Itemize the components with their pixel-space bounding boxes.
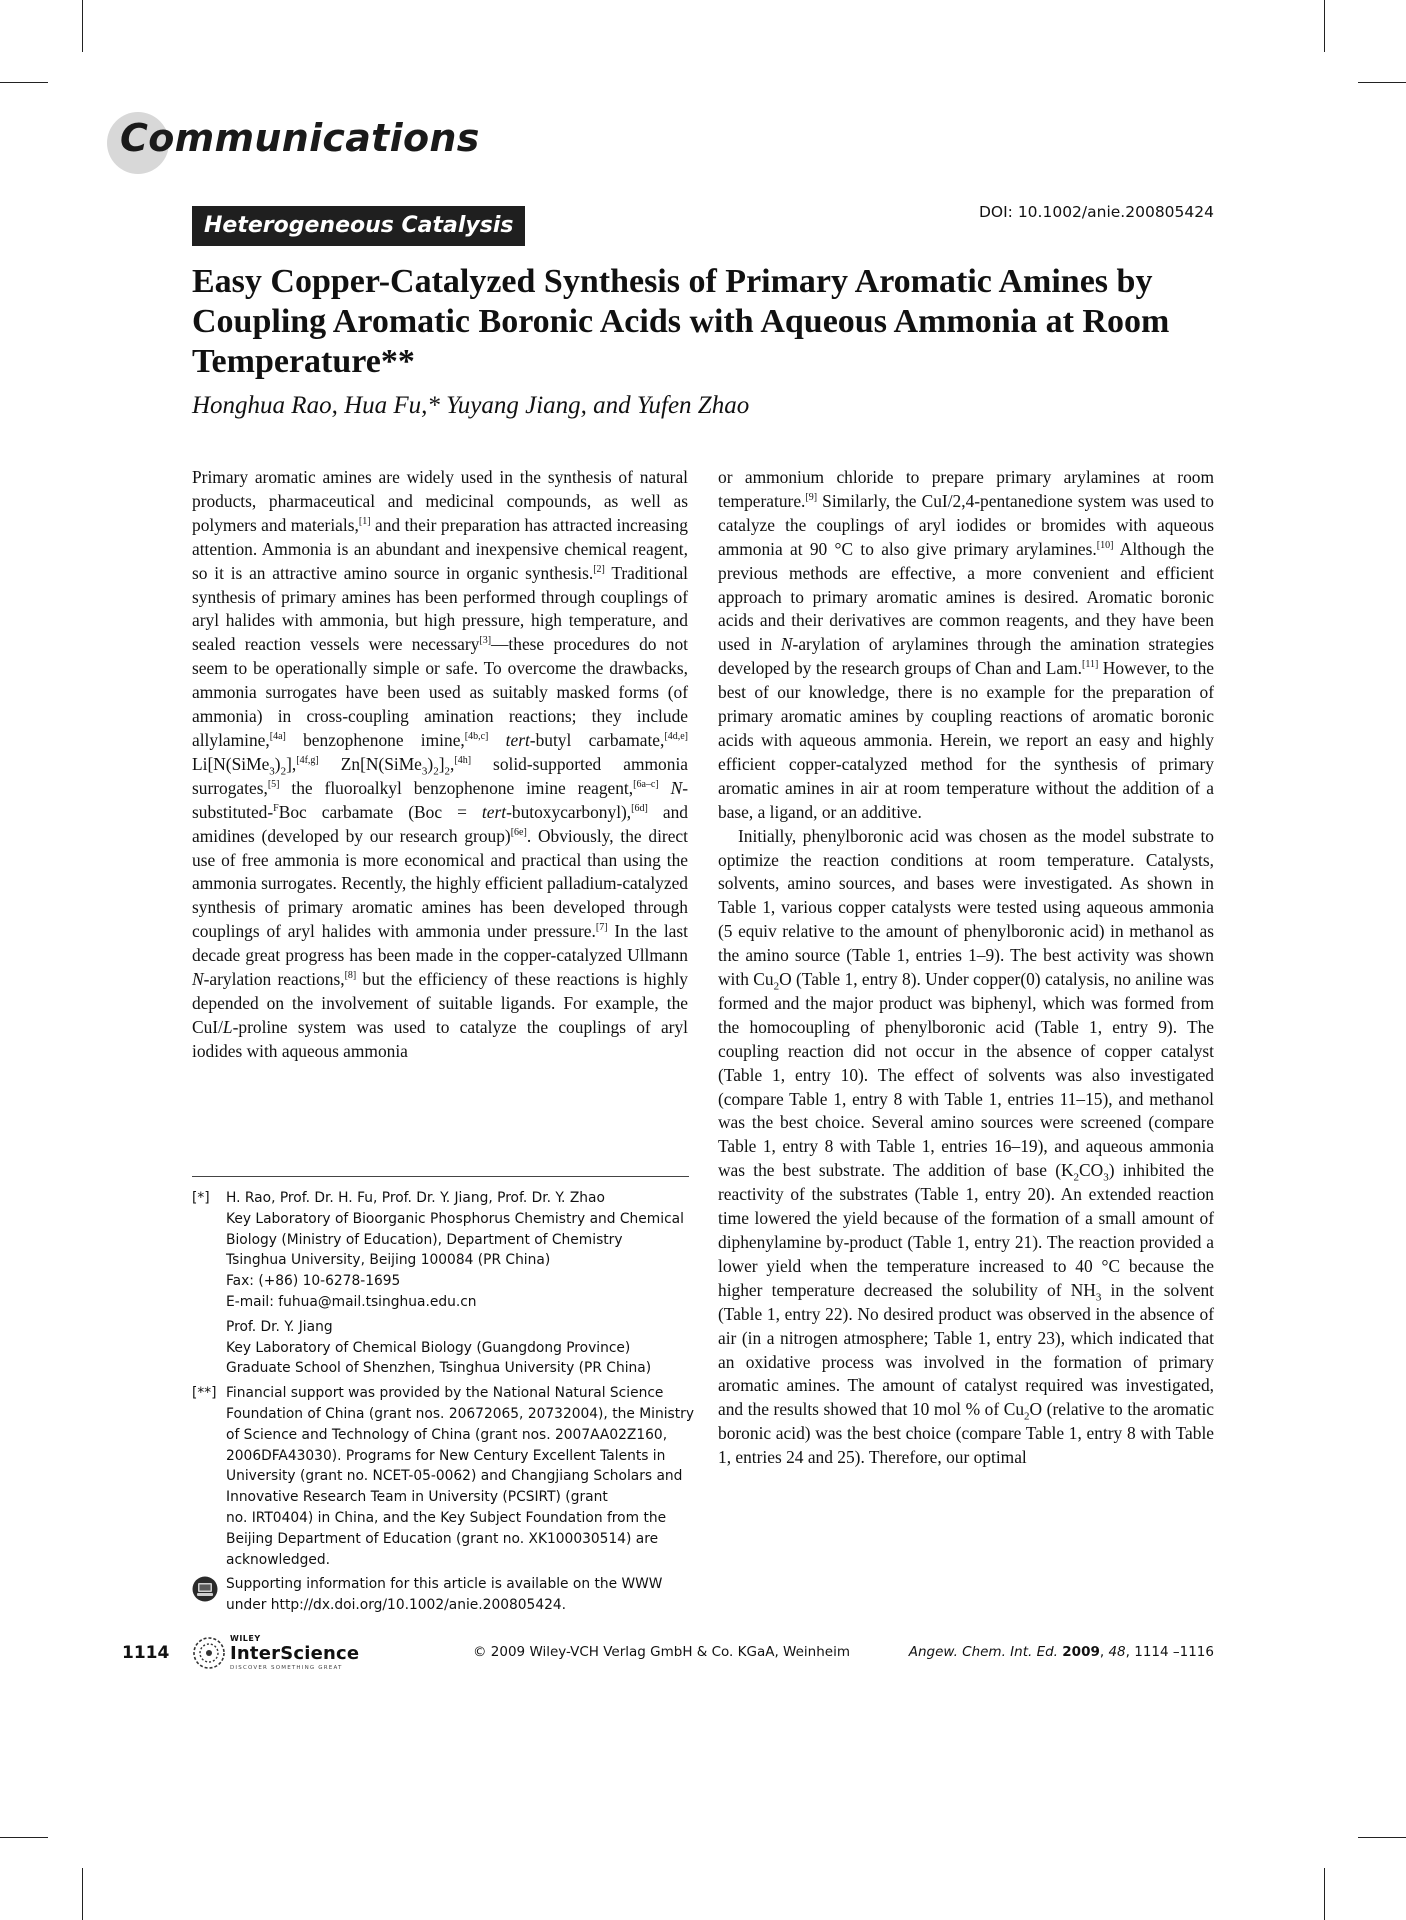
article-title (192, 262, 1232, 382)
supporting-info-link[interactable]: under http://dx.doi.org/10.1002/anie.200805424. (226, 1597, 567, 1614)
journal-name: Angew. Chem. Int. Ed. (908, 1644, 1058, 1660)
crop-mark (82, 0, 83, 52)
crop-mark (0, 82, 48, 83)
footnote-line: Key Laboratory of Chemical Biology (Guangdong Province) (226, 1339, 631, 1356)
interscience-globe-icon (192, 1636, 226, 1670)
footnote-line: Biology (Ministry of Education), Department of Chemistry (226, 1231, 623, 1248)
crop-mark (1324, 0, 1325, 52)
footnote-line: Innovative Research Team in University (PCSIRT) (grant (226, 1489, 608, 1506)
logo-name: InterScience (230, 1643, 360, 1664)
body-paragraph: Initially, phenylboronic acid was chosen as the model substrate to optimize the reaction conditions at room temperature. Catalysts, solvents, amino sources, and bases were investigated. As shown in Table 1, various copper catalysts were tested using aqueous ammonia (5 equiv relative to the amount of phenylboronic acid) in methanol as the amino source (Table 1, entries 1–9). The best activity was shown with $Cu_2O$ (Table 1, entry 8). Under copper(0) catalysis, no aniline was formed and the major product was biphenyl, which was formed from the homocoupling of phenylboronic acid (Table 1, entry 9). The coupling reaction did not occur in the absence of copper catalyst (Table 1, entry 10). The effect of solvents was also investigated (compare Table 1, entry 8 with Table 1, entries 11–15), and methanol was the best choice. Several amino sources were screened (compare Table 1, entry 8 with Table 1, entries 16–19), and aqueous ammonia was the best substrate. The addition of base $(K_2CO_3)$ inhibited the reactivity of the substrates (Table 1, entry 20). An extended reaction time lowered the yield because of the formation of a small amount of diphenylamine by-product (Table 1, entry 21). The reaction provided a lower yield when the temperature increased to 40 °C because the higher temperature decreased the solubility of $NH_3$ in the solvent (Table 1, entry 22). No desired product was observed in the absence of air (in a nitrogen atmosphere; Table 1, entry 23), which indicated that an oxidative process was involved in the formation of primary aromatic amines. The amount of catalyst required was investigated, and the results showed that 10 mol % of $Cu_2O$ (relative to the aromatic boronic acid) was the best choice (compare Table 1, entry 8 with Table 1, entries 24 and 25). Therefore, our optimal (718, 825, 1214, 1468)
logo-tagline: DISCOVER SOMETHING GREAT (230, 1665, 343, 1671)
footnote-line: Beijing Department of Education (grant no. XK100030514) are (226, 1530, 659, 1547)
footnote-line: acknowledged. (226, 1551, 330, 1568)
footnote-line: Financial support was provided by the National Natural Science (226, 1385, 664, 1402)
crop-mark (1358, 1837, 1406, 1838)
footnotes (192, 1188, 692, 1620)
footnote-line: 2006DFA43030). Programs for New Century Excellent Talents in (226, 1447, 666, 1464)
category-tag: Heterogeneous Catalysis (192, 206, 525, 246)
footnote-divider (192, 1176, 689, 1177)
doi: DOI: 10.1002/anie.200805424 (978, 203, 1214, 221)
section-label: Communications (120, 116, 480, 160)
authors: Honghua Rao, Hua Fu,* Yuyang Jiang, and Yufen Zhao (192, 392, 750, 419)
footnote-mark: [*] (192, 1190, 210, 1206)
body-column-right (718, 466, 1214, 1470)
crop-mark (1324, 1868, 1325, 1920)
footnote-line: Key Laboratory of Bioorganic Phosphorus Chemistry and Chemical (226, 1210, 684, 1227)
footnote-line: Fax: (+86) 10-6278-1695 (226, 1273, 401, 1290)
footnote-line: Foundation of China (grant nos. 20672065, 20732004), the Ministry (226, 1405, 694, 1422)
logo-wiley: WILEY (230, 1634, 261, 1643)
body-paragraph: Primary aromatic amines are widely used in the synthesis of natural products, pharmaceutical and medicinal compounds, as well as polymers and materials,[1] and their preparation has attracted increasing attention. Ammonia is an abundant and inexpensive chemical reagent, so it is an attractive amino source in organic synthesis.[2] Traditional synthesis of primary amines has been performed through couplings of aryl halides with ammonia, but high pressure, high temperature, and sealed reaction vessels were necessary[3]—these procedures do not seem to be operationally simple or safe. To overcome the drawbacks, ammonia surrogates have been used as suitably masked forms (of ammonia) in cross-coupling amination reactions; they include allylamine,[4a] benzophenone imine,[4b,c] tert-butyl carbamate,[4d,e] $Li[N(SiMe_3)_2],[4f,g]$ $Zn[N(SiMe_3)_2]_2,[4h]$ solid-supported ammonia surrogates,[5] the fluoroalkyl benzophenone imine reagent,[6a–c] N-substituted-$^F$Boc carbamate (Boc = tert-butoxycarbonyl),[6d] and amidines (developed by our research group)[6e]. Obviously, the direct use of free ammonia is more economical and practical than using the ammonia surrogates. Recently, the highly efficient palladium-catalyzed synthesis of primary aromatic amines has been developed through couplings of aryl halides with ammonia under pressure.[7] In the last decade great progress has been made in the copper-catalyzed Ullmann N-arylation reactions,[8] but the efficiency of these reactions is highly depended on the involvement of suitable ligands. For example, the CuI/L-proline system was used to catalyze the couplings of aryl iodides with aqueous ammonia (192, 467, 688, 1061)
journal-volume: 48 (1108, 1644, 1126, 1660)
footnote-line: of Science and Technology of China (grant nos. 2007AA02Z160, (226, 1426, 668, 1443)
footnote-mark: [**] (192, 1385, 217, 1402)
affiliation-footnote (192, 1188, 692, 1379)
computer-icon (192, 1576, 218, 1602)
title-line: Coupling Aromatic Boronic Acids with Aqueous Ammonia at Room (192, 303, 1170, 340)
footnote-line: Supporting information for this article is available on the WWW (226, 1576, 663, 1593)
funding-footnote (192, 1383, 692, 1570)
footnote-line: Prof. Dr. Y. Jiang (226, 1318, 333, 1335)
footnote-line: Tsinghua University, Beijing 100084 (PR China) (226, 1252, 551, 1269)
crop-mark (1358, 82, 1406, 83)
page-number: 1114 (122, 1643, 170, 1663)
footnote-line: University (grant no. NCET-05-0062) and Changjiang Scholars and (226, 1468, 683, 1485)
title-line: Temperature** (192, 343, 415, 380)
footnote-line: H. Rao, Prof. Dr. H. Fu, Prof. Dr. Y. Jiang, Prof. Dr. Y. Zhao (226, 1190, 605, 1206)
journal-year: 2009 (1062, 1644, 1100, 1660)
body-column-left (192, 466, 688, 1064)
supporting-info-footnote (192, 1574, 692, 1616)
footnote-line: no. IRT0404) in China, and the Key Subject Foundation from the (226, 1509, 667, 1526)
title-line: Easy Copper-Catalyzed Synthesis of Primary Aromatic Amines by (192, 263, 1153, 300)
journal-pages: 1114 –1116 (1134, 1644, 1214, 1660)
footnote-line: Graduate School of Shenzhen, Tsinghua University (PR China) (226, 1360, 652, 1377)
journal-citation: Angew. Chem. Int. Ed. 2009, 48, 1114 –1116 (908, 1644, 1214, 1660)
crop-mark (0, 1837, 48, 1838)
copyright: © 2009 Wiley-VCH Verlag GmbH & Co. KGaA, Weinheim (473, 1644, 850, 1660)
footnote-email[interactable]: E-mail: fuhua@mail.tsinghua.edu.cn (226, 1293, 477, 1310)
body-paragraph: or ammonium chloride to prepare primary arylamines at room temperature.[9] Similarly, the CuI/2,4-pentanedione system was used to catalyze the couplings of aryl iodides or bromides with aqueous ammonia at 90 °C to also give primary arylamines.[10] Although the previous methods are effective, a more convenient and efficient approach to primary aromatic amines is desired. Aromatic boronic acids and their derivatives are common reagents, and they have been used in N-arylation of arylamines through the amination strategies developed by the research groups of Chan and Lam.[11] However, to the best of our knowledge, there is no example for the preparation of primary aromatic amines by coupling reactions of aromatic boronic acids with aqueous ammonia. Herein, we report an easy and highly efficient copper-catalyzed method for the synthesis of primary aromatic amines in air at room temperature without the addition of a base, a ligand, or an additive. (718, 467, 1214, 822)
crop-mark (82, 1868, 83, 1920)
